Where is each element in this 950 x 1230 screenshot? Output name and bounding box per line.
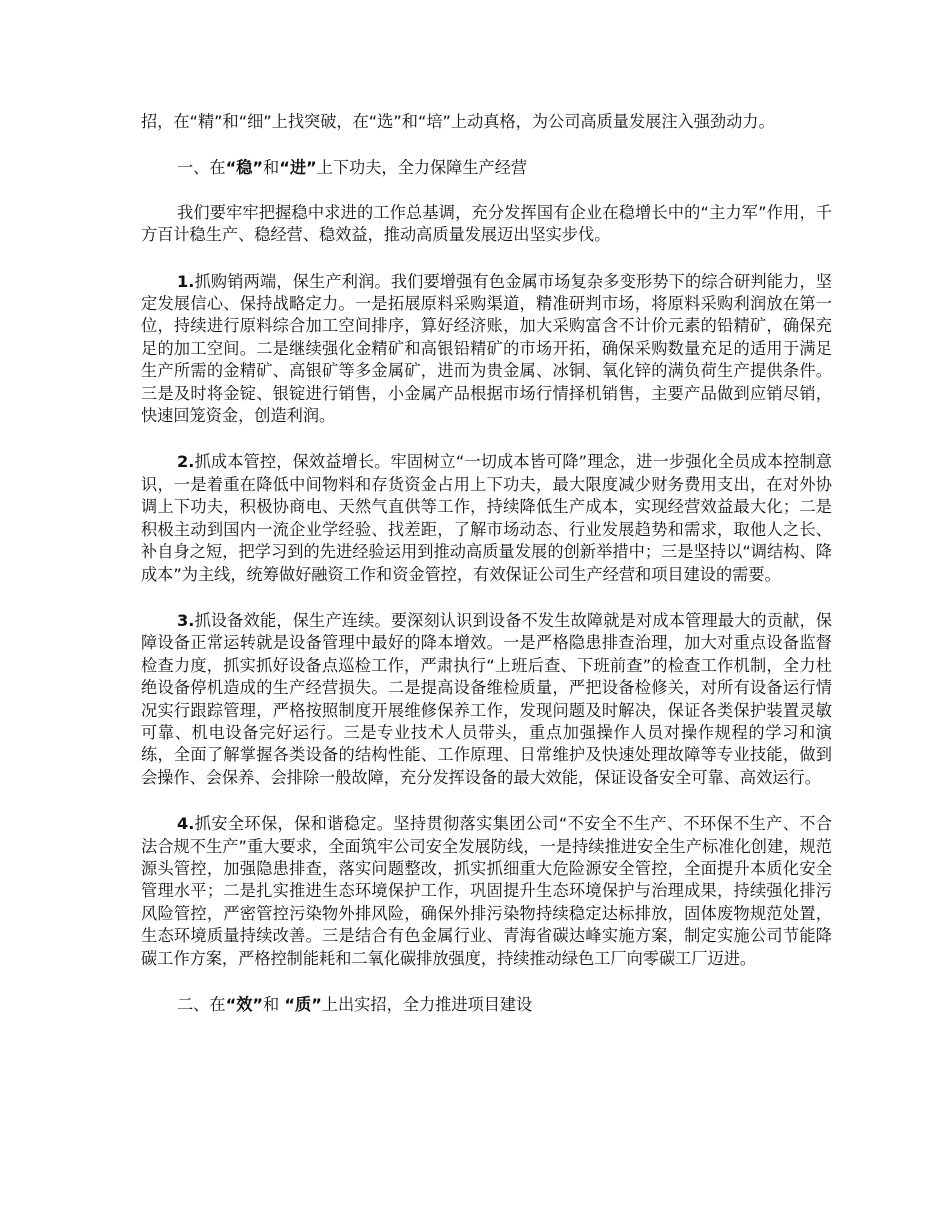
item-number: 3. xyxy=(177,610,195,630)
item-number: 2. xyxy=(177,452,195,472)
section-heading-keyword: “稳” xyxy=(225,158,264,178)
section-heading-keyword: “进” xyxy=(279,158,317,178)
section-heading-1 xyxy=(141,157,832,179)
section-heading-connector: 和 xyxy=(263,995,285,1014)
item-number: 4. xyxy=(177,814,195,834)
paragraph-section1-intro: 我们要牢牢把握稳中求进的工作总基调，充分发挥国有企业在稳增长中的“主力军”作用，千方百计稳生产、稳经营、稳效益，推动高质量发展迈出坚实步伐。 xyxy=(141,202,832,245)
item-text: 抓设备效能，保生产连续。要深刻认识到设备不发生故障就是对成本管理最大的贡献，保障设备正常运转就是设备管理中最好的降本增效。一是严格隐患排查治理，加大对重点设备监督检查力度，抓实抓好设备点巡检工作，严肃执行“上班后查、下班前查”的检查工作机制，全力杜绝设备停机造成的生产经营损失。二是提高设备维检质量，严把设备检修关，对所有设备运行情况实行跟踪管理，严格按照制度开展维修保养工作，发现问题及时解决，保证各类保护装置灵敏可靠、机电设备完好运行。三是专业技术人员带头，重点加强操作人员对操作规程的学习和演练，全面了解掌握各类设备的结构性能、工作原理、日常维护及快速处理故障等专业技能，做到会操作、会保养、会排除一般故障，充分发挥设备的最大效能，保证设备安全可靠、高效运行。 xyxy=(141,610,832,787)
list-item-3 xyxy=(141,610,832,789)
item-text: 抓成本管控，保效益增长。牢固树立“一切成本皆可降”理念，进一步强化全员成本控制意识，一是着重在降低中间物料和存货资金占用上下功夫，最大限度减少财务费用支出，在对外协调上下功夫，积极协商电、天然气直供等工作，持续降低生产成本，实现经营效益最大化；二是积极主动到国内一流企业学经验、找差距，了解市场动态、行业发展趋势和需求，取他人之长、补自身之短，把学习到的先进经验运用到推动高质量发展的创新举措中；三是坚持以“调结构、降成本”为主线，统筹做好融资工作和资金管控，有效保证公司生产经营和项目建设的需要。 xyxy=(141,452,832,584)
item-number: 1. xyxy=(177,271,195,291)
item-text: 抓购销两端，保生产利润。我们要增强有色金属市场复杂多变形势下的综合研判能力，坚定发展信心、保持战略定力。一是拓展原料采购渠道，精准研判市场，将原料采购利润放在第一位，持续进行原料综合加工空间排序，算好经济账，加大采购富含不计价元素的铅精矿，确保充足的加工空间。二是继续强化金精矿和高银铅精矿的市场开拓，确保采购数量充足的适用于满足生产所需的金精矿、高银矿等多金属矿，进而为贵金属、冰铜、氧化锌的满负荷生产提供条件。三是及时将金锭、银锭进行销售，小金属产品根据市场行情择机销售，主要产品做到应销尽销，快速回笼资金，创造利润。 xyxy=(141,271,832,426)
section-heading-suffix: 上出实招，全力推进项目建设 xyxy=(321,995,533,1014)
list-item-4 xyxy=(141,813,832,970)
section-heading-connector: 和 xyxy=(263,158,280,178)
section-heading-keyword: “效” xyxy=(225,995,264,1014)
section-heading-2 xyxy=(141,994,832,1016)
item-text: 抓安全环保，保和谐稳定。坚持贯彻落实集团公司“不安全不生产、不环保不生产、不合法合规不生产”重大要求，全面筑牢公司安全发展防线，一是持续推进安全生产标准化创建，规范源头管控，加强隐患排查，落实问题整改，抓实抓细重大危险源安全管控，全面提升本质化安全管理水平；二是扎实推进生态环境保护工作，巩固提升生态环境保护与治理成果，持续强化排污风险管控，严密管控污染物外排风险，确保外排污染物持续稳定达标排放，固体废物规范处置，生态环境质量持续改善。三是结合有色金属行业、青海省碳达峰实施方案，制定实施公司节能降碳工作方案，严格控制能耗和二氧化碳排放强度，持续推动绿色工厂向零碳工厂迈进。 xyxy=(141,814,832,968)
section-heading-prefix: 一、在 xyxy=(177,158,226,178)
paragraph-intro: 招，在“精”和“细”上找突破，在“选”和“培”上动真格，为公司高质量发展注入强劲动力。 xyxy=(141,112,775,131)
list-item-2 xyxy=(141,451,832,585)
section-heading-suffix: 上下功夫，全力保障生产经营 xyxy=(316,158,528,178)
section-heading-keyword: “质” xyxy=(284,995,322,1014)
list-item-1 xyxy=(141,271,832,428)
section-heading-prefix: 二、在 xyxy=(177,995,226,1014)
